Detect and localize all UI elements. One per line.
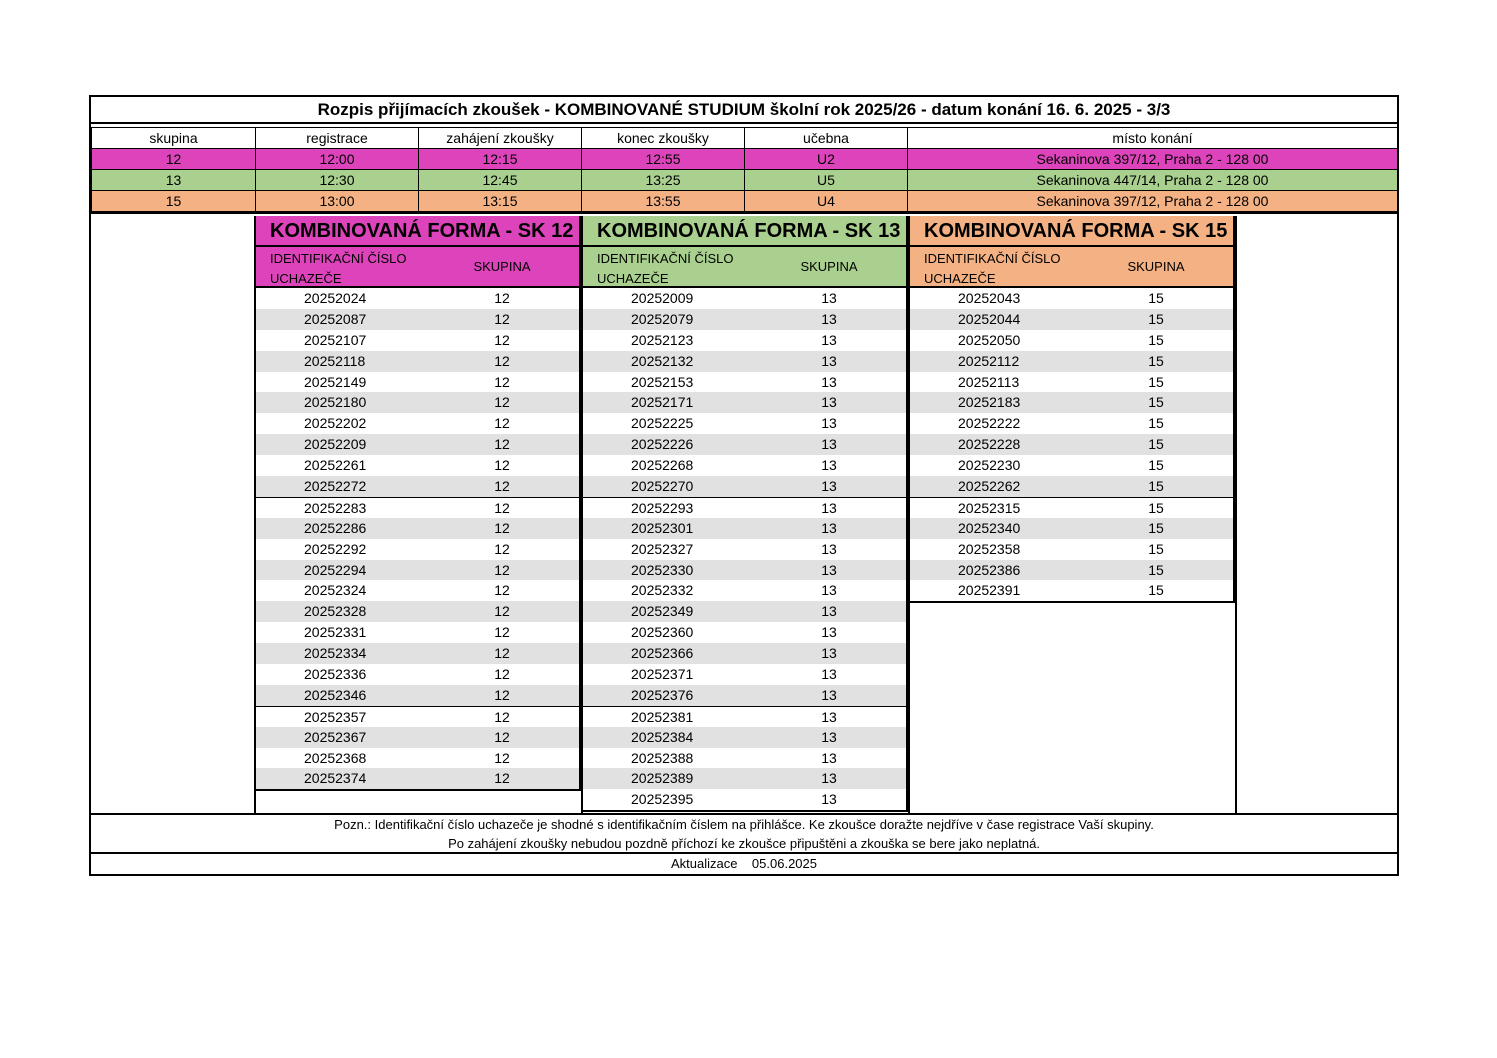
- applicant-group: 12: [494, 749, 510, 766]
- applicant-row: [583, 664, 906, 685]
- applicant-id: 20252043: [958, 290, 1021, 306]
- applicant-group: 13: [821, 478, 837, 495]
- header-skupina: skupina: [92, 128, 256, 149]
- applicant-group: 15: [1148, 331, 1164, 348]
- applicant-row: [910, 413, 1233, 434]
- applicant-row: [256, 748, 579, 769]
- applicant-id: 20252381: [631, 708, 694, 725]
- applicant-id: 20252368: [304, 749, 367, 766]
- applicant-row: [583, 643, 906, 664]
- applicant-group: 12: [494, 603, 510, 620]
- applicant-list: [910, 288, 1235, 603]
- applicant-row: [583, 392, 906, 413]
- schedule-cell-konec: 12:55: [582, 149, 745, 170]
- schedule-table: [91, 127, 1398, 212]
- group-column-13: [581, 216, 908, 812]
- applicant-group: 13: [821, 645, 837, 662]
- applicant-row: [583, 309, 906, 330]
- applicant-row: [256, 518, 579, 539]
- applicant-row: [583, 727, 906, 748]
- applicant-group: 15: [1148, 561, 1164, 578]
- applicant-group: 15: [1148, 436, 1164, 453]
- group-subheader: [256, 247, 581, 288]
- applicant-row: [583, 476, 906, 497]
- applicant-row: [256, 330, 579, 351]
- schedule-cell-konec: 13:55: [582, 191, 745, 212]
- applicant-id: 20252349: [631, 603, 694, 620]
- applicant-group: 15: [1148, 499, 1164, 516]
- applicant-row: [910, 455, 1233, 476]
- applicant-row: [256, 580, 579, 601]
- applicant-id: 20252044: [958, 310, 1021, 327]
- applicant-id: 20252153: [631, 373, 694, 390]
- applicant-row: [910, 580, 1233, 601]
- applicant-row: [256, 664, 579, 685]
- applicant-row: [910, 392, 1233, 413]
- applicant-id: 20252262: [958, 478, 1021, 495]
- applicant-row: [256, 497, 579, 518]
- applicant-id: 20252332: [631, 582, 694, 599]
- applicant-id: 20252183: [958, 394, 1021, 411]
- applicant-row: [256, 601, 579, 622]
- applicant-id: 20252268: [631, 457, 694, 474]
- applicant-id: 20252334: [304, 645, 367, 662]
- applicant-row: [583, 288, 906, 309]
- applicant-group: 13: [821, 540, 837, 557]
- schedule-cell-skupina: 15: [92, 191, 256, 212]
- group-column-12: [254, 216, 581, 791]
- applicant-row: [910, 330, 1233, 351]
- applicant-id: 20252209: [304, 436, 367, 453]
- applicant-group: 12: [494, 478, 510, 495]
- applicant-row: [583, 497, 906, 518]
- applicant-group: 13: [821, 394, 837, 411]
- applicant-id: 20252294: [304, 561, 367, 578]
- schedule-cell-misto: Sekaninova 397/12, Praha 2 - 128 00: [908, 191, 1398, 212]
- applicant-id: 20252272: [304, 478, 367, 495]
- applicant-row: [256, 309, 579, 330]
- applicant-id: 20252123: [631, 331, 694, 348]
- applicant-group: 12: [494, 290, 510, 306]
- column-divider: [581, 216, 583, 813]
- applicant-group: 13: [821, 791, 837, 808]
- applicant-id: 20252171: [631, 394, 694, 411]
- applicant-list: [256, 288, 581, 791]
- applicant-group: 13: [821, 415, 837, 432]
- applicant-row: [256, 643, 579, 664]
- applicant-row: [256, 685, 579, 706]
- applicant-group: 12: [494, 624, 510, 641]
- applicant-id: 20252388: [631, 749, 694, 766]
- applicant-row: [256, 727, 579, 748]
- applicant-id: 20252360: [631, 624, 694, 641]
- applicant-group: 12: [494, 666, 510, 683]
- applicant-id: 20252079: [631, 310, 694, 327]
- schedule-cell-zahajeni: 12:45: [419, 170, 582, 191]
- applicant-id: 20252222: [958, 415, 1021, 432]
- applicant-group: 13: [821, 290, 837, 306]
- applicant-id: 20252389: [631, 770, 694, 787]
- applicant-row: [583, 560, 906, 581]
- applicant-row: [583, 789, 906, 810]
- applicant-group: 12: [494, 561, 510, 578]
- applicant-group: 13: [821, 519, 837, 536]
- applicant-row: [910, 497, 1233, 518]
- applicant-group: 13: [821, 436, 837, 453]
- schedule-row: [92, 170, 1398, 191]
- applicant-group: 15: [1148, 290, 1164, 306]
- group-column-15: [908, 216, 1235, 603]
- applicant-row: [583, 580, 906, 601]
- applicant-row: [256, 455, 579, 476]
- applicant-id: 20252391: [958, 582, 1021, 599]
- applicant-id: 20252024: [304, 290, 367, 306]
- applicant-row: [256, 288, 579, 309]
- applicant-id: 20252180: [304, 394, 367, 411]
- applicant-list: [583, 288, 908, 812]
- schedule-cell-registrace: 12:00: [256, 149, 419, 170]
- applicant-id: 20252132: [631, 352, 694, 369]
- applicant-group: 15: [1148, 394, 1164, 411]
- applicant-group: 12: [494, 770, 510, 787]
- schedule-cell-skupina: 12: [92, 149, 256, 170]
- applicant-group: 15: [1148, 478, 1164, 495]
- applicant-row: [910, 476, 1233, 497]
- applicant-group: 15: [1148, 582, 1164, 599]
- applicant-id: 20252112: [958, 352, 1020, 369]
- applicant-row: [583, 372, 906, 393]
- applicant-row: [910, 434, 1233, 455]
- schedule-cell-registrace: 13:00: [256, 191, 419, 212]
- applicant-row: [583, 601, 906, 622]
- applicant-id: 20252395: [631, 791, 694, 808]
- schedule-cell-ucebna: U5: [745, 170, 908, 191]
- applicant-id: 20252293: [631, 499, 694, 516]
- applicant-id: 20252202: [304, 415, 367, 432]
- applicant-group: 13: [821, 728, 837, 745]
- applicant-group: 12: [494, 457, 510, 474]
- applicant-group: 15: [1148, 540, 1164, 557]
- schedule-cell-skupina: 13: [92, 170, 256, 191]
- applicant-group: 12: [494, 310, 510, 327]
- column-divider: [254, 216, 256, 813]
- applicant-row: [256, 372, 579, 393]
- applicant-group: 13: [821, 686, 837, 703]
- schedule-cell-misto: Sekaninova 447/14, Praha 2 - 128 00: [908, 170, 1398, 191]
- applicant-id: 20252315: [958, 499, 1021, 516]
- applicant-group: 12: [494, 519, 510, 536]
- applicant-id: 20252286: [304, 519, 367, 536]
- applicant-row: [583, 434, 906, 455]
- applicant-id: 20252340: [958, 519, 1021, 536]
- header-misto: místo konání: [908, 128, 1398, 149]
- id-column-header: IDENTIFIKAČNÍ ČÍSLO UCHAZEČE: [270, 251, 407, 286]
- applicant-row: [256, 413, 579, 434]
- applicant-group: 13: [821, 457, 837, 474]
- group-column-header: SKUPINA: [473, 259, 531, 274]
- applicant-group: 12: [494, 331, 510, 348]
- applicant-id: 20252230: [958, 457, 1021, 474]
- applicant-row: [256, 434, 579, 455]
- applicant-row: [256, 560, 579, 581]
- schedule-cell-ucebna: U4: [745, 191, 908, 212]
- applicant-group: 13: [821, 624, 837, 641]
- applicant-row: [583, 518, 906, 539]
- schedule-row: [92, 191, 1398, 212]
- applicant-group: 13: [821, 352, 837, 369]
- header-konec: konec zkoušky: [582, 128, 745, 149]
- applicant-row: [583, 351, 906, 372]
- applicant-id: 20252324: [304, 582, 367, 599]
- schedule-cell-misto: Sekaninova 397/12, Praha 2 - 128 00: [908, 149, 1398, 170]
- schedule-cell-zahajeni: 12:15: [419, 149, 582, 170]
- header-registrace: registrace: [256, 128, 419, 149]
- applicant-id: 20252107: [304, 331, 367, 348]
- schedule-sheet: [89, 95, 1399, 876]
- applicant-row: [910, 518, 1233, 539]
- applicant-id: 20252358: [958, 540, 1021, 557]
- applicant-id: 20252270: [631, 478, 694, 495]
- applicant-id: 20252050: [958, 331, 1021, 348]
- applicant-group: 12: [494, 582, 510, 599]
- applicant-id: 20252283: [304, 499, 367, 516]
- applicant-group: 12: [494, 394, 510, 411]
- applicant-group: 12: [494, 373, 510, 390]
- id-column-header: IDENTIFIKAČNÍ ČÍSLO UCHAZEČE: [924, 251, 1061, 286]
- group-title: KOMBINOVANÁ FORMA - SK 15: [910, 216, 1235, 247]
- applicant-group: 13: [821, 582, 837, 599]
- applicant-row: [583, 539, 906, 560]
- applicant-group: 12: [494, 645, 510, 662]
- applicant-group: 12: [494, 436, 510, 453]
- applicant-row: [583, 706, 906, 727]
- note-line-1: Pozn.: Identifikační číslo uchazeče je shodné s identifikačním číslem na přihlášce. Ke zkoušce doražte nejdříve v čase registrace Vaší skupiny.: [334, 817, 1154, 832]
- applicant-id: 20252228: [958, 436, 1021, 453]
- column-divider: [908, 216, 910, 813]
- id-column-header: IDENTIFIKAČNÍ ČÍSLO UCHAZEČE: [597, 251, 734, 286]
- note-line-2: Po zahájení zkoušky nebudou pozdně příchozí ke zkoušce připuštěni a zkouška se bere jako neplatná.: [448, 836, 1040, 851]
- applicant-id: 20252292: [304, 540, 367, 557]
- applicant-id: 20252374: [304, 770, 367, 787]
- header-zahajeni: zahájení zkoušky: [419, 128, 582, 149]
- applicant-group: 12: [494, 708, 510, 725]
- applicant-group: 13: [821, 708, 837, 725]
- applicant-id: 20252118: [304, 352, 366, 369]
- applicant-id: 20252367: [304, 728, 367, 745]
- applicant-id: 20252261: [304, 457, 367, 474]
- group-column-header: SKUPINA: [800, 259, 858, 274]
- group-subheader: [910, 247, 1235, 288]
- update-date: Aktualizace 05.06.2025: [671, 856, 817, 871]
- schedule-cell-konec: 13:25: [582, 170, 745, 191]
- applicant-group: 15: [1148, 352, 1164, 369]
- applicant-row: [256, 706, 579, 727]
- applicant-id: 20252087: [304, 310, 367, 327]
- applicant-row: [256, 476, 579, 497]
- applicant-row: [256, 768, 579, 789]
- applicant-group: 12: [494, 728, 510, 745]
- applicant-group: 13: [821, 666, 837, 683]
- applicant-group: 15: [1148, 373, 1164, 390]
- applicant-row: [256, 392, 579, 413]
- applicant-id: 20252226: [631, 436, 694, 453]
- applicant-row: [910, 309, 1233, 330]
- group-title: KOMBINOVANÁ FORMA - SK 13: [583, 216, 908, 247]
- applicant-group: 13: [821, 603, 837, 620]
- applicant-id: 20252331: [304, 624, 367, 641]
- applicant-id: 20252149: [304, 373, 367, 390]
- schedule-cell-registrace: 12:30: [256, 170, 419, 191]
- schedule-header-row: [92, 128, 1398, 149]
- applicant-row: [910, 560, 1233, 581]
- applicant-row: [256, 351, 579, 372]
- applicant-id: 20252376: [631, 686, 694, 703]
- schedule-cell-zahajeni: 13:15: [419, 191, 582, 212]
- applicant-group: 13: [821, 373, 837, 390]
- applicant-group: 12: [494, 540, 510, 557]
- applicant-id: 20252113: [958, 373, 1020, 390]
- group-title: KOMBINOVANÁ FORMA - SK 12: [256, 216, 581, 247]
- applicant-group: 15: [1148, 415, 1164, 432]
- schedule-row: [92, 149, 1398, 170]
- page-title: Rozpis přijímacích zkoušek - KOMBINOVANÉ STUDIUM školní rok 2025/26 - datum konání 16. 6. 2025 - 3/3: [91, 97, 1397, 124]
- header-ucebna: učebna: [745, 128, 908, 149]
- applicant-row: [910, 372, 1233, 393]
- applicant-group: 15: [1148, 310, 1164, 327]
- applicant-group: 13: [821, 310, 837, 327]
- applicant-id: 20252301: [631, 519, 694, 536]
- applicant-id: 20252009: [631, 290, 694, 306]
- applicant-row: [583, 413, 906, 434]
- applicant-id: 20252384: [631, 728, 694, 745]
- applicant-row: [583, 768, 906, 789]
- group-column-header: SKUPINA: [1127, 259, 1185, 274]
- column-divider: [1235, 216, 1237, 813]
- applicant-id: 20252336: [304, 666, 367, 683]
- applicant-row: [910, 539, 1233, 560]
- applicant-id: 20252366: [631, 645, 694, 662]
- applicant-group: 13: [821, 749, 837, 766]
- applicant-row: [910, 288, 1233, 309]
- applicant-id: 20252371: [631, 666, 694, 683]
- applicant-id: 20252330: [631, 561, 694, 578]
- applicant-id: 20252327: [631, 540, 694, 557]
- group-subheader: [583, 247, 908, 288]
- note: [91, 813, 1397, 854]
- applicant-group: 13: [821, 561, 837, 578]
- applicant-group: 12: [494, 415, 510, 432]
- schedule-cell-ucebna: U2: [745, 149, 908, 170]
- applicant-row: [256, 622, 579, 643]
- applicant-group: 15: [1148, 457, 1164, 474]
- applicant-id: 20252328: [304, 603, 367, 620]
- applicant-group: 13: [821, 331, 837, 348]
- applicant-row: [256, 539, 579, 560]
- applicant-id: 20252346: [304, 686, 367, 703]
- applicant-row: [910, 351, 1233, 372]
- applicant-id: 20252357: [304, 708, 367, 725]
- applicant-group: 12: [494, 686, 510, 703]
- applicant-row: [583, 748, 906, 769]
- applicant-group: 12: [494, 352, 510, 369]
- applicant-group: 13: [821, 499, 837, 516]
- applicant-row: [583, 622, 906, 643]
- applicant-id: 20252225: [631, 415, 694, 432]
- applicant-group: 12: [494, 499, 510, 516]
- applicant-group: 15: [1148, 519, 1164, 536]
- applicant-row: [583, 330, 906, 351]
- applicant-row: [583, 685, 906, 706]
- applicant-row: [583, 455, 906, 476]
- applicant-group: 13: [821, 770, 837, 787]
- applicant-id: 20252386: [958, 561, 1021, 578]
